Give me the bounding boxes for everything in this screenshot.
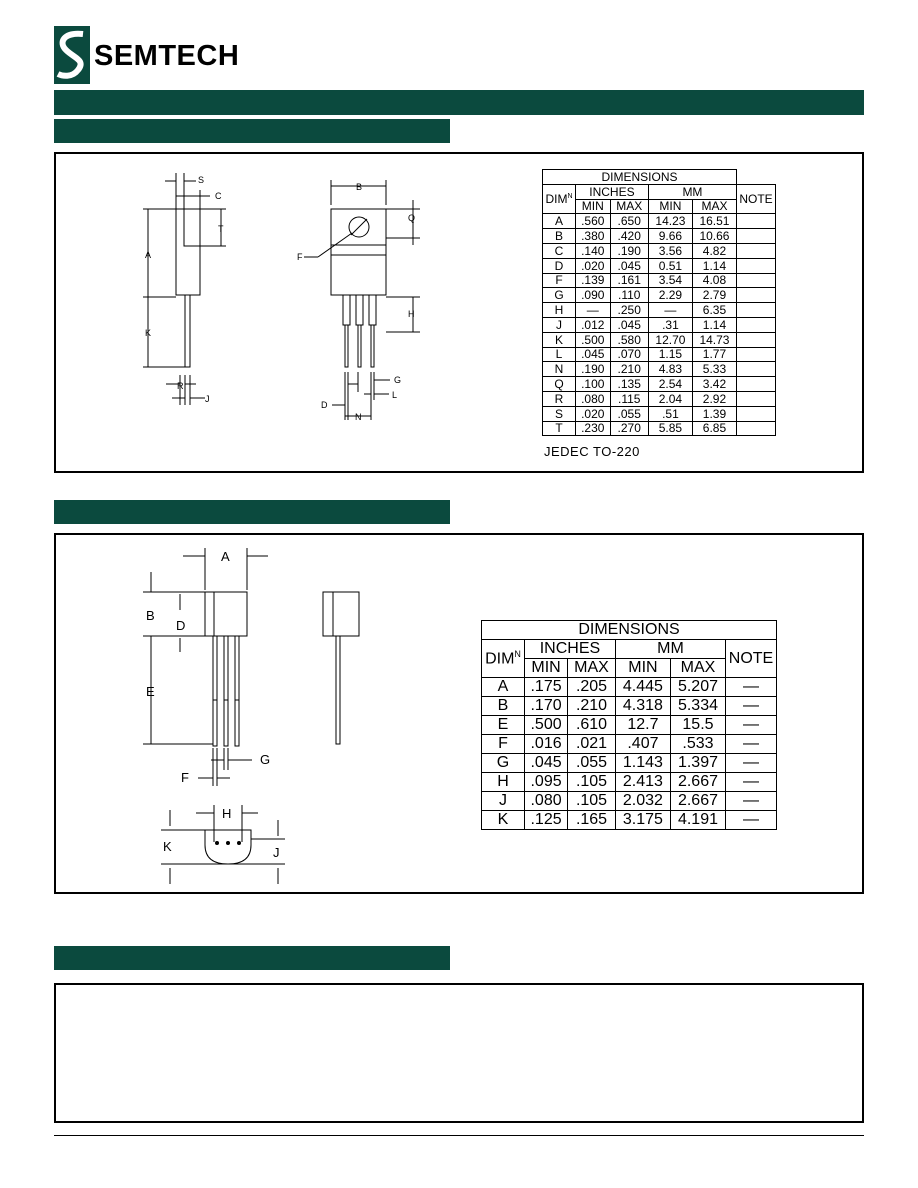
subheader: MIN bbox=[648, 199, 692, 214]
table-cell: 4.08 bbox=[692, 273, 736, 288]
dim-label-K: K bbox=[145, 328, 152, 338]
table-cell: C bbox=[543, 243, 576, 258]
subheader: MAX bbox=[670, 659, 725, 678]
table-cell: — bbox=[726, 697, 777, 716]
dim-label-F: F bbox=[297, 252, 303, 262]
section-heading-band-2 bbox=[54, 500, 450, 524]
table-cell: L bbox=[543, 347, 576, 362]
table-cell: 14.73 bbox=[692, 332, 736, 347]
table-cell: N bbox=[543, 362, 576, 377]
subheader: MAX bbox=[610, 199, 648, 214]
table-cell: .125 bbox=[525, 811, 568, 830]
note-header: NOTE bbox=[726, 640, 777, 678]
table-cell: .016 bbox=[525, 735, 568, 754]
table-cell: — bbox=[576, 303, 611, 318]
table-cell: — bbox=[726, 716, 777, 735]
table-cell: .407 bbox=[615, 735, 670, 754]
table-cell: .205 bbox=[568, 678, 616, 697]
table-cell: 1.143 bbox=[615, 754, 670, 773]
dim-label-G: G bbox=[260, 752, 271, 767]
semtech-logo bbox=[54, 26, 324, 86]
dim-label-H: H bbox=[222, 806, 232, 821]
table-cell bbox=[737, 243, 776, 258]
section-heading-band-3 bbox=[54, 946, 450, 970]
table-row bbox=[543, 362, 776, 377]
table-cell: .190 bbox=[610, 243, 648, 258]
dim-label-R: R bbox=[177, 381, 184, 391]
dim-label-G: G bbox=[394, 375, 402, 385]
table-cell: — bbox=[726, 773, 777, 792]
table-cell bbox=[737, 317, 776, 332]
table-cell: 0.51 bbox=[648, 258, 692, 273]
subheader: MIN bbox=[615, 659, 670, 678]
table-cell: 2.032 bbox=[615, 792, 670, 811]
table-cell: .560 bbox=[576, 214, 611, 229]
table-cell bbox=[737, 421, 776, 436]
table-cell: 1.14 bbox=[692, 258, 736, 273]
table-cell: 5.85 bbox=[648, 421, 692, 436]
table-cell: — bbox=[726, 811, 777, 830]
table-cell: .650 bbox=[610, 214, 648, 229]
table-cell: J bbox=[543, 317, 576, 332]
table-cell: T bbox=[543, 421, 576, 436]
table-cell: 1.77 bbox=[692, 347, 736, 362]
table-cell: H bbox=[482, 773, 525, 792]
table-row bbox=[543, 273, 776, 288]
table-cell: 4.83 bbox=[648, 362, 692, 377]
table-cell: 12.7 bbox=[615, 716, 670, 735]
table-row bbox=[543, 288, 776, 303]
table-cell: A bbox=[482, 678, 525, 697]
table-cell: .210 bbox=[610, 362, 648, 377]
table-cell: B bbox=[482, 697, 525, 716]
table-cell: — bbox=[726, 735, 777, 754]
table-cell: 9.66 bbox=[648, 229, 692, 244]
table-cell: G bbox=[543, 288, 576, 303]
table-cell: .175 bbox=[525, 678, 568, 697]
dim-label-E: E bbox=[146, 684, 155, 699]
table-cell: 1.14 bbox=[692, 317, 736, 332]
table-row bbox=[543, 421, 776, 436]
table-row bbox=[482, 678, 777, 697]
table-cell: .500 bbox=[576, 332, 611, 347]
dim-label-L: L bbox=[392, 390, 398, 400]
subheader: MAX bbox=[568, 659, 616, 678]
footer-rule bbox=[54, 1135, 864, 1136]
table-cell: — bbox=[726, 754, 777, 773]
table-cell: .51 bbox=[648, 406, 692, 421]
table-title: DIMENSIONS bbox=[543, 170, 737, 185]
table-cell: 3.42 bbox=[692, 377, 736, 392]
section-heading-band-1 bbox=[54, 119, 450, 143]
table-cell: 4.82 bbox=[692, 243, 736, 258]
dim-header: $DIM^N$ bbox=[482, 640, 525, 678]
table-cell: E bbox=[482, 716, 525, 735]
table-row bbox=[482, 773, 777, 792]
table-row bbox=[482, 792, 777, 811]
table-cell: .170 bbox=[525, 697, 568, 716]
table-cell: R bbox=[543, 391, 576, 406]
table-cell: 5.207 bbox=[670, 678, 725, 697]
table-cell: .045 bbox=[610, 317, 648, 332]
table-cell: 1.39 bbox=[692, 406, 736, 421]
table-cell: 2.04 bbox=[648, 391, 692, 406]
dim-label-K: K bbox=[163, 839, 172, 854]
to220-dimension-table bbox=[542, 169, 776, 436]
table-cell: 4.318 bbox=[615, 697, 670, 716]
table-cell: 3.175 bbox=[615, 811, 670, 830]
table-cell bbox=[737, 332, 776, 347]
brand-name: SEMTECH bbox=[94, 40, 240, 72]
table-title: DIMENSIONS bbox=[482, 621, 777, 640]
table-cell: K bbox=[482, 811, 525, 830]
table-cell: 6.85 bbox=[692, 421, 736, 436]
table-cell: 12.70 bbox=[648, 332, 692, 347]
dim-header: $DIM^N$ bbox=[543, 184, 576, 214]
table-cell: 2.79 bbox=[692, 288, 736, 303]
to220-drawing bbox=[120, 168, 420, 428]
table-cell: .110 bbox=[610, 288, 648, 303]
table-cell: B bbox=[543, 229, 576, 244]
table-cell: .020 bbox=[576, 258, 611, 273]
table-cell: — bbox=[648, 303, 692, 318]
table-cell: F bbox=[482, 735, 525, 754]
table-cell: .190 bbox=[576, 362, 611, 377]
table-cell: .610 bbox=[568, 716, 616, 735]
table-cell: H bbox=[543, 303, 576, 318]
subheader: MAX bbox=[692, 199, 736, 214]
dim-label-B: B bbox=[146, 608, 155, 623]
table-cell bbox=[737, 347, 776, 362]
table-cell: 6.35 bbox=[692, 303, 736, 318]
dim-label-F: F bbox=[181, 770, 189, 785]
table-cell: .31 bbox=[648, 317, 692, 332]
table-cell: 1.15 bbox=[648, 347, 692, 362]
table-cell: .105 bbox=[568, 792, 616, 811]
table-cell: .021 bbox=[568, 735, 616, 754]
table-cell: 5.33 bbox=[692, 362, 736, 377]
table-row bbox=[482, 735, 777, 754]
table-cell: 2.29 bbox=[648, 288, 692, 303]
note-header: NOTE bbox=[737, 184, 776, 214]
table-cell: .270 bbox=[610, 421, 648, 436]
table-row bbox=[543, 214, 776, 229]
dim-label-Q: Q bbox=[408, 213, 416, 223]
table-cell: .055 bbox=[568, 754, 616, 773]
table-cell: .230 bbox=[576, 421, 611, 436]
table-cell: .012 bbox=[576, 317, 611, 332]
table-cell: 3.56 bbox=[648, 243, 692, 258]
table-cell: 15.5 bbox=[670, 716, 725, 735]
table-cell: .140 bbox=[576, 243, 611, 258]
table-cell: .161 bbox=[610, 273, 648, 288]
table-cell: J bbox=[482, 792, 525, 811]
table-cell: .045 bbox=[576, 347, 611, 362]
table-cell bbox=[737, 377, 776, 392]
table-cell: .095 bbox=[525, 773, 568, 792]
dim-label-T: T bbox=[218, 224, 224, 234]
table-cell: 2.667 bbox=[670, 792, 725, 811]
table-row bbox=[482, 754, 777, 773]
table-cell: 2.667 bbox=[670, 773, 725, 792]
table-cell: .500 bbox=[525, 716, 568, 735]
table-row bbox=[543, 303, 776, 318]
dim-label-J: J bbox=[205, 394, 210, 404]
table-cell: .020 bbox=[576, 406, 611, 421]
table-cell: A bbox=[543, 214, 576, 229]
table-cell: .080 bbox=[576, 391, 611, 406]
table-cell: — bbox=[726, 678, 777, 697]
table-row bbox=[543, 347, 776, 362]
table-cell bbox=[737, 303, 776, 318]
table-cell: .135 bbox=[610, 377, 648, 392]
table-row bbox=[482, 811, 777, 830]
table-cell: F bbox=[543, 273, 576, 288]
table-cell bbox=[737, 406, 776, 421]
jedec-label: JEDEC TO-220 bbox=[544, 444, 640, 459]
dim-label-D: D bbox=[176, 618, 186, 633]
table-cell: 14.23 bbox=[648, 214, 692, 229]
to92-drawing bbox=[130, 545, 380, 890]
table-cell: .250 bbox=[610, 303, 648, 318]
table-cell: .105 bbox=[568, 773, 616, 792]
table-cell: 3.54 bbox=[648, 273, 692, 288]
table-cell: D bbox=[543, 258, 576, 273]
dim-label-C: C bbox=[215, 191, 222, 201]
table-cell bbox=[737, 258, 776, 273]
table-cell: 1.397 bbox=[670, 754, 725, 773]
table-cell: .100 bbox=[576, 377, 611, 392]
table-cell: 5.334 bbox=[670, 697, 725, 716]
inches-header: INCHES bbox=[525, 640, 616, 659]
table-cell: .115 bbox=[610, 391, 648, 406]
table-cell: .080 bbox=[525, 792, 568, 811]
dim-label-J: J bbox=[273, 845, 280, 860]
table-cell: .045 bbox=[610, 258, 648, 273]
table-cell: .210 bbox=[568, 697, 616, 716]
dim-label-N: N bbox=[355, 412, 362, 422]
table-cell: G bbox=[482, 754, 525, 773]
table-cell: .165 bbox=[568, 811, 616, 830]
mm-header: MM bbox=[615, 640, 725, 659]
table-cell: .070 bbox=[610, 347, 648, 362]
table-cell: .380 bbox=[576, 229, 611, 244]
table-row bbox=[543, 377, 776, 392]
table-row bbox=[482, 697, 777, 716]
table-cell: .055 bbox=[610, 406, 648, 421]
table-cell: .139 bbox=[576, 273, 611, 288]
table-cell bbox=[737, 288, 776, 303]
table-row bbox=[543, 391, 776, 406]
table-cell: Q bbox=[543, 377, 576, 392]
subheader: MIN bbox=[576, 199, 611, 214]
table-row bbox=[543, 317, 776, 332]
table-cell: — bbox=[726, 792, 777, 811]
table-cell: .533 bbox=[670, 735, 725, 754]
dim-label-D: D bbox=[321, 400, 328, 410]
table-row bbox=[482, 716, 777, 735]
table-cell: 16.51 bbox=[692, 214, 736, 229]
inches-header: INCHES bbox=[576, 184, 649, 199]
dim-label-B: B bbox=[356, 182, 363, 192]
table-row bbox=[543, 229, 776, 244]
table-row bbox=[543, 406, 776, 421]
table-cell: .045 bbox=[525, 754, 568, 773]
table-cell: 4.191 bbox=[670, 811, 725, 830]
table-cell bbox=[737, 214, 776, 229]
table-cell: 2.54 bbox=[648, 377, 692, 392]
dim-label-A: A bbox=[221, 549, 230, 564]
table-cell bbox=[737, 229, 776, 244]
table-cell: 2.92 bbox=[692, 391, 736, 406]
semtech-s-logo-icon bbox=[54, 26, 90, 84]
table-cell: S bbox=[543, 406, 576, 421]
table-cell: .090 bbox=[576, 288, 611, 303]
empty-panel bbox=[54, 983, 864, 1123]
table-cell: 4.445 bbox=[615, 678, 670, 697]
table-row bbox=[543, 258, 776, 273]
table-row bbox=[543, 243, 776, 258]
header-band bbox=[54, 90, 864, 115]
table-cell: 10.66 bbox=[692, 229, 736, 244]
to92-dimension-table bbox=[481, 620, 777, 830]
dim-label-S: S bbox=[198, 175, 205, 185]
dim-label-H: H bbox=[408, 309, 415, 319]
table-cell: .580 bbox=[610, 332, 648, 347]
table-cell: .420 bbox=[610, 229, 648, 244]
table-cell: K bbox=[543, 332, 576, 347]
dim-label-A: A bbox=[145, 250, 152, 260]
table-cell: 2.413 bbox=[615, 773, 670, 792]
table-cell bbox=[737, 362, 776, 377]
table-row bbox=[543, 332, 776, 347]
table-cell bbox=[737, 391, 776, 406]
table-cell bbox=[737, 273, 776, 288]
subheader: MIN bbox=[525, 659, 568, 678]
mm-header: MM bbox=[648, 184, 736, 199]
